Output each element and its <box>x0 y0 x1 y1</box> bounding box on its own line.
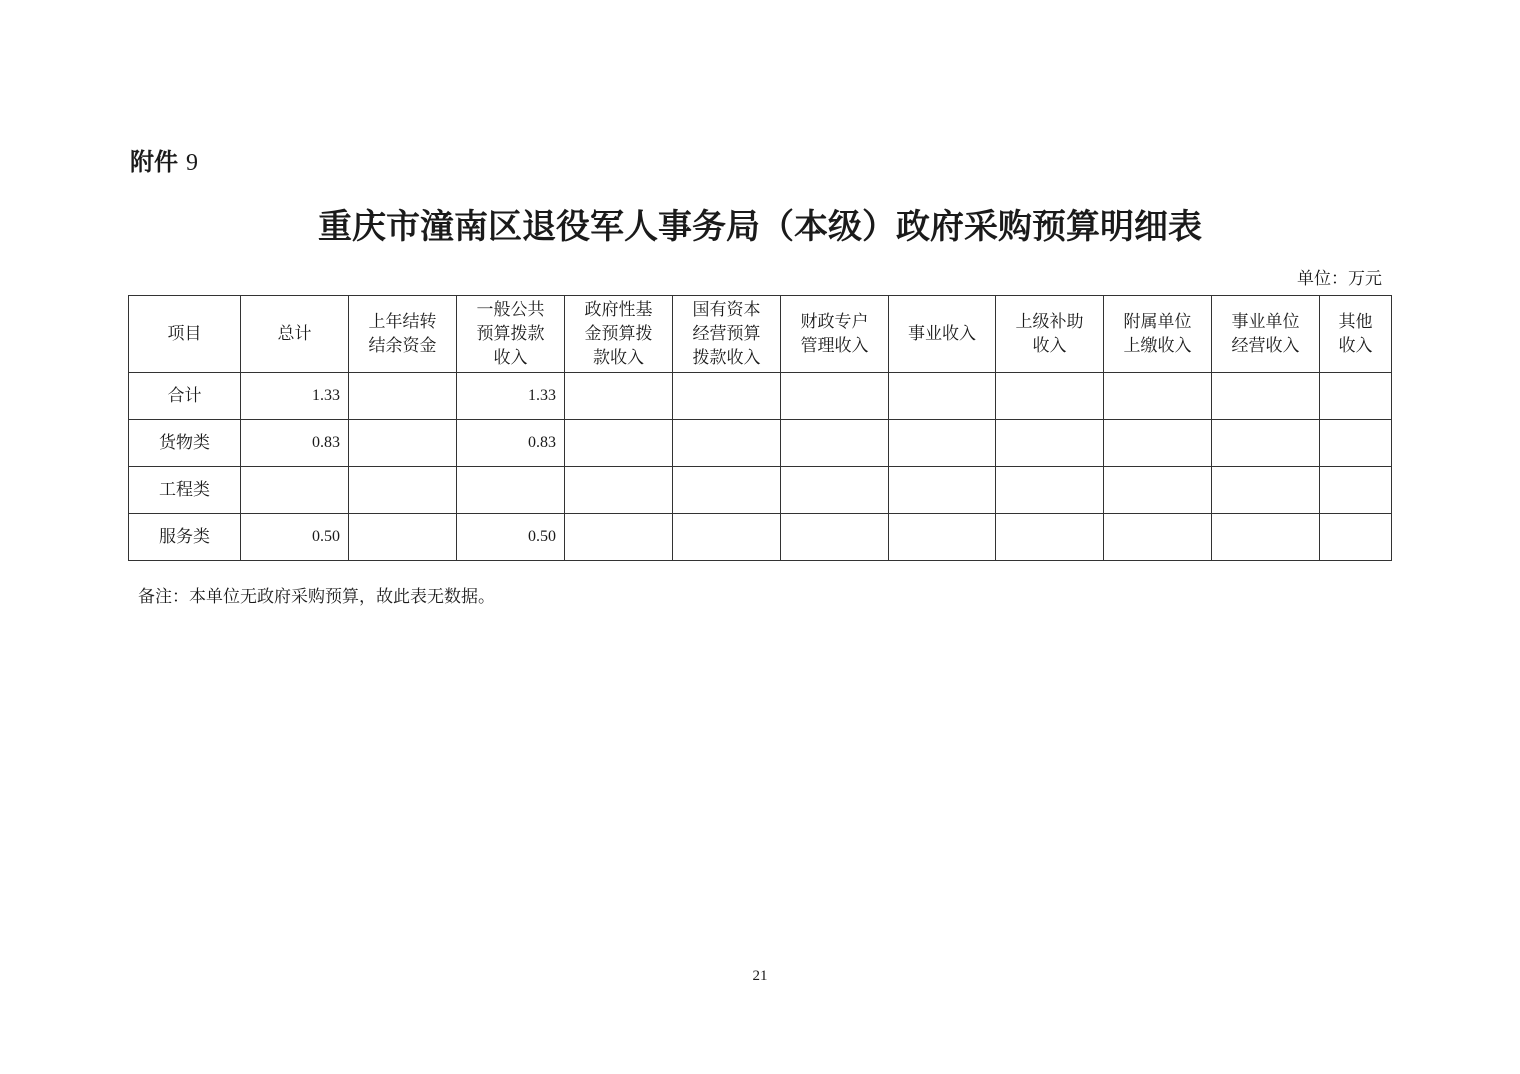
table-cell: 0.83 <box>241 420 349 467</box>
table-cell <box>673 467 781 514</box>
header-special-account: 财政专户 管理收入 <box>781 296 889 373</box>
table-cell <box>996 420 1104 467</box>
header-state-capital-budget: 国有资本 经营预算 拨款收入 <box>673 296 781 373</box>
table-cell <box>1320 373 1392 420</box>
table-cell <box>1320 467 1392 514</box>
header-project: 项目 <box>129 296 241 373</box>
table-cell <box>565 467 673 514</box>
table-cell <box>1104 420 1212 467</box>
table-cell <box>1212 420 1320 467</box>
table-cell <box>1104 467 1212 514</box>
table-cell <box>349 420 457 467</box>
table-cell: 1.33 <box>457 373 565 420</box>
table-cell <box>889 420 996 467</box>
table-cell: 服务类 <box>129 514 241 561</box>
table-cell <box>349 373 457 420</box>
table-cell <box>1320 420 1392 467</box>
attachment-label <box>130 146 198 179</box>
table-row-goods <box>129 420 1392 467</box>
header-other-income: 其他 收入 <box>1320 296 1392 373</box>
table-cell <box>781 373 889 420</box>
table-cell <box>996 514 1104 561</box>
table-cell <box>673 514 781 561</box>
table-cell <box>1212 373 1320 420</box>
table-cell <box>349 467 457 514</box>
table-cell <box>673 373 781 420</box>
table-cell <box>781 420 889 467</box>
header-general-budget: 一般公共 预算拨款 收入 <box>457 296 565 373</box>
table-row-services <box>129 514 1392 561</box>
procurement-budget-table <box>128 295 1392 561</box>
table-cell <box>1212 467 1320 514</box>
table-cell <box>889 467 996 514</box>
table-cell: 1.33 <box>241 373 349 420</box>
header-business-income: 事业收入 <box>889 296 996 373</box>
table-cell <box>889 514 996 561</box>
table-cell <box>1320 514 1392 561</box>
table-cell <box>565 420 673 467</box>
page-number: 21 <box>752 968 768 984</box>
table-cell <box>996 467 1104 514</box>
table-cell <box>457 467 565 514</box>
table-cell <box>565 514 673 561</box>
table-cell <box>241 467 349 514</box>
table-note: 备注：本单位无政府采购预算，故此表无数据。 <box>138 587 495 607</box>
header-prior-year-balance: 上年结转 结余资金 <box>349 296 457 373</box>
table-cell: 合计 <box>129 373 241 420</box>
table-header-row <box>129 296 1392 373</box>
table-cell <box>1104 373 1212 420</box>
table-cell <box>1212 514 1320 561</box>
attachment-number: 9 <box>186 150 198 176</box>
header-gov-fund-budget: 政府性基 金预算拨 款收入 <box>565 296 673 373</box>
table-cell <box>996 373 1104 420</box>
header-total: 总计 <box>241 296 349 373</box>
table-cell <box>781 514 889 561</box>
table-cell: 0.50 <box>457 514 565 561</box>
table-cell <box>349 514 457 561</box>
unit-label: 单位：万元 <box>1297 269 1382 289</box>
table-row-total <box>129 373 1392 420</box>
attachment-text: 附件 <box>130 148 178 176</box>
table-cell <box>781 467 889 514</box>
header-superior-subsidy: 上级补助 收入 <box>996 296 1104 373</box>
table-cell <box>565 373 673 420</box>
table-row-engineering <box>129 467 1392 514</box>
table-cell: 0.83 <box>457 420 565 467</box>
header-operating-income: 事业单位 经营收入 <box>1212 296 1320 373</box>
table-cell <box>889 373 996 420</box>
table-cell: 工程类 <box>129 467 241 514</box>
header-affiliated-remit: 附属单位 上缴收入 <box>1104 296 1212 373</box>
table-cell <box>1104 514 1212 561</box>
table-cell: 0.50 <box>241 514 349 561</box>
table-cell <box>673 420 781 467</box>
document-title: 重庆市潼南区退役军人事务局（本级）政府采购预算明细表 <box>318 207 1202 247</box>
table-cell: 货物类 <box>129 420 241 467</box>
